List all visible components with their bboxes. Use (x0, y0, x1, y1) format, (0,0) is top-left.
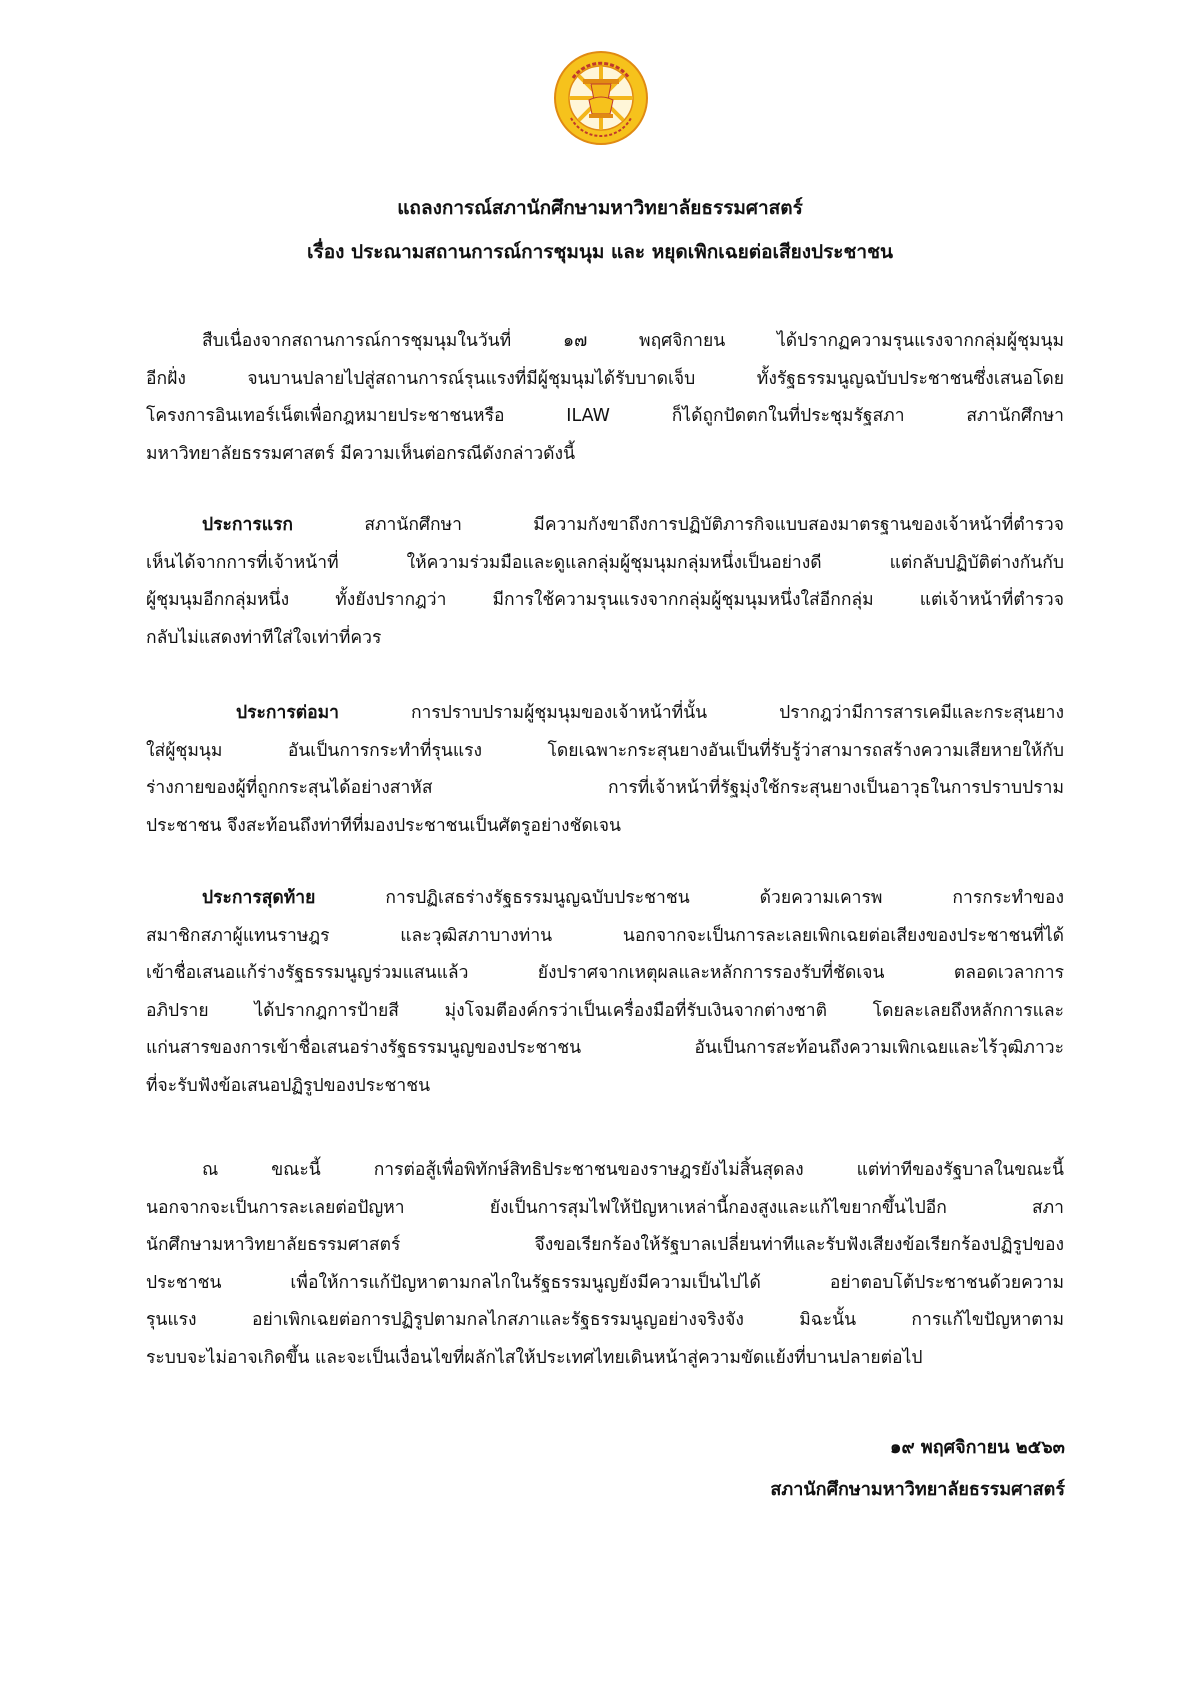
body-line: ผู้ชุมนุมอีกกลุ่มหนึ่ง ทั้งยังปรากฎว่า มีการใช้ความรุนแรงจากกลุ่มผู้ชุมนุมหนึ่งใส่อีกกลุ่ม แต่เจ้าหน้าที่ตำรวจ (146, 590, 1064, 610)
body-line: อีกฝั่ง จนบานปลายไปสู่สถานการณ์รุนแรงที่มีผู้ชุมนุมได้รับบาดเจ็บ ทั้งรัฐธรรมนูญฉบับประชาชนซึ่งเสนอโดย (146, 368, 1064, 389)
document-subject: เรื่อง ประณามสถานการณ์การชุมนุม และ หยุดเพิกเฉยต่อเสียงประชาชน (307, 241, 893, 263)
body-line: เห็นได้จากการที่เจ้าหน้าที่ ให้ความร่วมมือและดูแลกลุ่มผู้ชุมนุมกลุ่มหนึ่งเป็นอย่างดี แต่กลับปฏิบัติต่างกันกับ (146, 552, 1064, 573)
body-line (146, 695, 1064, 733)
body-line: ประชาชน เพื่อให้การแก้ปัญหาตามกลไกในรัฐธรรมนูญยังมีความเป็นไปได้ อย่าตอบโต้ประชาชนด้วยความ (146, 1272, 1064, 1293)
paragraph-final-point (146, 880, 1064, 1105)
paragraph-second-point (146, 695, 1064, 845)
body-line: สมาชิกสภาผู้แทนราษฎร และวุฒิสภาบางท่าน นอกจากจะเป็นการละเลยเพิกเฉยต่อเสียงของประชาชนที่ได้ (146, 925, 1064, 946)
body-line: แก่นสารของการเข้าชื่อเสนอร่างรัฐธรรมนูญของประชาชน อันเป็นการสะท้อนถึงความเพิกเฉยและไร้วุฒิภาวะ (146, 1038, 1064, 1058)
body-line: สืบเนื่องจากสถานการณ์การชุมนุมในวันที่ ๑๗ พฤศจิกายน ได้ปรากฏความรุนแรงจากกลุ่มผู้ชุมนุม (202, 331, 1064, 351)
body-line: ร่างกายของผู้ที่ถูกกระสุนได้อย่างสาหัส การที่เจ้าหน้าที่รัฐมุ่งใช้กระสุนยางเป็นอาวุธในการปราบปราม (146, 778, 1064, 798)
paragraph-intro (146, 323, 1064, 473)
body-line: ระบบจะไม่อาจเกิดขึ้น และจะเป็นเงื่อนไขที่ผลักไสให้ประเทศไทยเดินหน้าสู่ความขัดแย้งที่บานปลายต่อไป (146, 1347, 923, 1368)
body-line: ประชาชน จึงสะท้อนถึงท่าทีที่มองประชาชนเป็นศัตรูอย่างชัดเจน (146, 815, 622, 836)
paragraph-conclusion (146, 1152, 1064, 1377)
point-heading: ประการแรก (202, 515, 294, 535)
student-council-emblem (553, 50, 649, 146)
body-line (146, 507, 1064, 545)
body-line: เข้าชื่อเสนอแก้ร่างรัฐธรรมนูญร่วมแสนแล้ว ยังปราศจากเหตุผลและหลักการรองรับที่ชัดเจน ตลอดเวลาการ (146, 963, 1064, 983)
body-line (146, 880, 1064, 918)
body-line: โครงการอินเทอร์เน็ตเพื่อกฎหมายประชาชนหรือ ILAW ก็ได้ถูกปัดตกในที่ประชุมรัฐสภา สภานักศึกษา (146, 406, 1064, 426)
point-heading: ประการสุดท้าย (202, 888, 316, 908)
statement-date: ๑๙ พฤศจิกายน ๒๕๖๓ (890, 1437, 1065, 1458)
university-emblem-icon (553, 50, 649, 146)
body-line: นอกจากจะเป็นการละเลยต่อปัญหา ยังเป็นการสุมไฟให้ปัญหาเหล่านี้กองสูงและแก้ไขยากขึ้นไปอีก สภา (146, 1197, 1064, 1218)
body-line: ณ ขณะนี้ การต่อสู้เพื่อพิทักษ์สิทธิประชาชนของราษฎรยังไม่สิ้นสุดลง แต่ท่าทีของรัฐบาลในขณะนี้ (202, 1160, 1064, 1180)
body-line: ที่จะรับฟังข้อเสนอปฏิรูปของประชาชน (146, 1075, 431, 1096)
body-line: นักศึกษามหาวิทยาลัยธรรมศาสตร์ จึงขอเรียกร้องให้รัฐบาลเปลี่ยนท่าทีและรับฟังเสียงข้อเรียกร้องปฏิรูปของ (146, 1235, 1064, 1255)
paragraph-first-point (146, 507, 1064, 657)
body-line: มหาวิทยาลัยธรรมศาสตร์ มีความเห็นต่อกรณีดังกล่าวดังนี้ (146, 443, 576, 464)
body-line: อภิปราย ได้ปรากฎการป้ายสี มุ่งโจมตีองค์กรว่าเป็นเครื่องมือที่รับเงินจากต่างชาติ โดยละเลยถึงหลักการและ (146, 1000, 1064, 1021)
body-text: การปฏิเสธร่างรัฐธรรมนูญฉบับประชาชน ด้วยความเคารพ การกระทำของ (315, 888, 1064, 908)
signing-organization: สภานักศึกษามหาวิทยาลัยธรรมศาสตร์ (770, 1479, 1065, 1500)
point-heading: ประการต่อมา (236, 703, 339, 723)
body-line: ใส่ผู้ชุมนุม อันเป็นการกระทำที่รุนแรง โดยเฉพาะกระสุนยางอันเป็นที่รับรู้ว่าสามารถสร้างความเสียหายให้กับ (146, 740, 1064, 761)
body-line: กลับไม่แสดงท่าทีใส่ใจเท่าที่ควร (146, 627, 382, 648)
body-line: รุนแรง อย่าเพิกเฉยต่อการปฏิรูปตามกลไกสภาและรัฐธรรมนูญอย่างจริงจัง มิฉะนั้น การแก้ไขปัญหาตาม (146, 1310, 1064, 1330)
body-text: การปราบปรามผู้ชุมนุมของเจ้าหน้าที่นั้น ปรากฎว่ามีการสารเคมีและกระสุนยาง (338, 703, 1064, 723)
document-title: แถลงการณ์สภานักศึกษามหาวิทยาลัยธรรมศาสตร์ (397, 197, 803, 219)
body-text: สภานักศึกษา มีความกังขาถึงการปฏิบัติภารกิจแบบสองมาตรฐานของเจ้าหน้าที่ตำรวจ (293, 515, 1064, 535)
